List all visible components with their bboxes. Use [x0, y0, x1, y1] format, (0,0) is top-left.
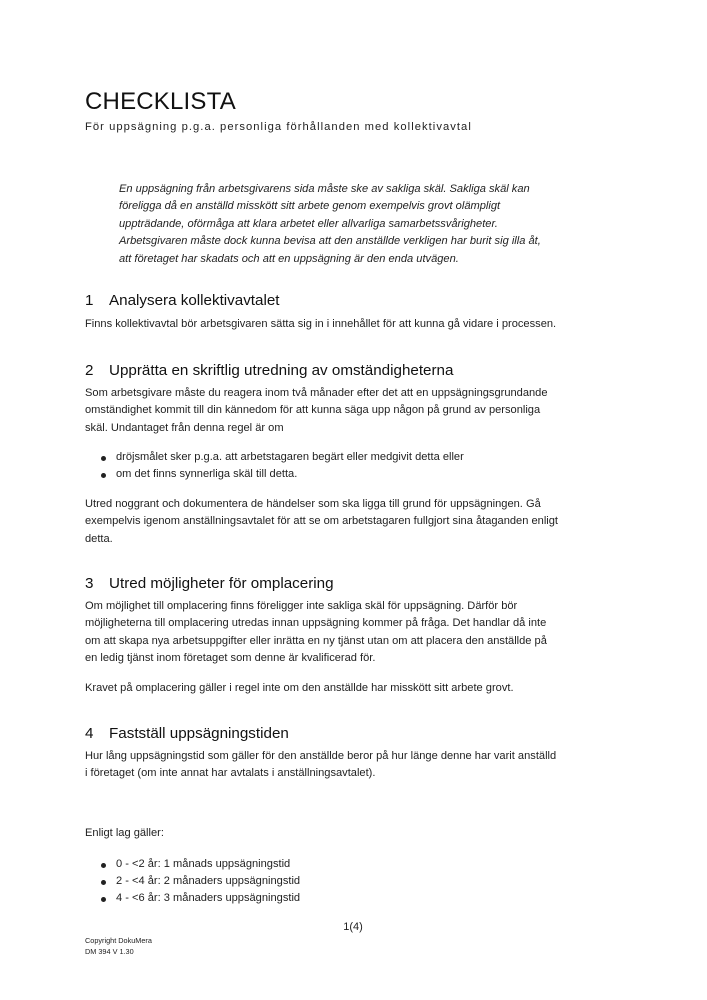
list-item-text: 4 - <6 år: 3 månaders uppsägningstid: [116, 892, 301, 904]
section-2-body-2: [85, 496, 630, 548]
bullet-icon: [101, 897, 106, 902]
section-heading-text: Upprätta en skriftlig utredning av omständigheterna: [109, 362, 454, 379]
body-line: detta.: [85, 532, 113, 545]
section-4-body-2: [85, 825, 630, 842]
body-line: Som arbetsgivare måste du reagera inom två månader efter det att en uppsägningsgrundande: [85, 387, 548, 399]
body-line: möjligheterna till omplacering utredas innan uppsägning kommer på fråga. Det handlar då inte: [85, 617, 547, 630]
intro-line: uppträdande, oförmåga att klara arbetet eller allvarliga samarbetssvårigheter.: [119, 217, 498, 230]
document-subtitle: För uppsägning p.g.a. personliga förhållanden med kollektivavtal: [85, 121, 472, 133]
body-line: Hur lång uppsägningstid som gäller för den anställde beror på hur länge denne har varit anställd: [85, 750, 557, 762]
bullet-icon: [101, 473, 106, 478]
section-3-heading: [85, 575, 334, 592]
section-4-bullets: [101, 856, 621, 907]
list-item: [101, 449, 621, 466]
document-title: CHECKLISTA: [85, 88, 236, 115]
bullet-icon: [101, 456, 106, 461]
intro-line: En uppsägning från arbetsgivarens sida måste ske av sakliga skäl. Sakliga skäl kan: [119, 183, 530, 195]
section-2-body: [85, 385, 630, 437]
intro-text: [119, 181, 609, 268]
list-item: [101, 466, 621, 483]
intro-line: att företaget har skadats och att en uppsägning är den enda utvägen.: [119, 252, 459, 265]
body-line: omständighet kommit till din kännedom för att kunna säga upp någon på grund av personliga: [85, 404, 541, 417]
body-line: Finns kollektivavtal bör arbetsgivaren sätta sig in i innehållet för att kunna gå vidare i processen.: [85, 318, 557, 330]
footer-doc-id: DM 394 V 1.30: [85, 946, 134, 956]
body-line: en ledig tjänst inom företaget som denne är kvalificerad för.: [85, 651, 376, 664]
section-4-body: [85, 748, 630, 783]
page-footer: [85, 936, 152, 957]
body-line: skäl. Undantaget från denna regel är om: [85, 421, 284, 434]
section-1-body: [85, 316, 630, 333]
section-number: 4: [85, 725, 94, 742]
section-1-heading: [85, 292, 280, 309]
section-2-bullets: [101, 449, 621, 483]
list-item: [101, 856, 621, 873]
list-item-text: om det finns synnerliga skäl till detta.: [116, 468, 298, 480]
intro-line: Arbetsgivaren måste dock kunna bevisa att den anställde verkligen har burit sig illa åt,: [119, 235, 541, 248]
page-number: 1(4): [343, 921, 363, 933]
list-item: [101, 890, 621, 907]
section-2-heading: [85, 362, 453, 379]
body-line: exempelvis igenom anställningsavtalet för att se om arbetstagaren fullgjort sina åtaganden enligt: [85, 515, 558, 528]
section-number: 1: [85, 292, 94, 309]
section-3-body-2: [85, 680, 630, 697]
list-item-text: 2 - <4 år: 2 månaders uppsägningstid: [116, 875, 301, 887]
list-item-text: 0 - <2 år: 1 månads uppsägningstid: [116, 858, 291, 870]
bullet-icon: [101, 880, 106, 885]
body-line: Utred noggrant och dokumentera de händelser som ska ligga till grund för uppsägningen. Gå: [85, 498, 541, 510]
body-line: Om möjlighet till omplacering finns föreligger inte sakliga skäl för uppsägning. Därför bör: [85, 600, 518, 612]
list-item-text: dröjsmålet sker p.g.a. att arbetstagaren begärt eller medgivit detta eller: [116, 451, 464, 463]
body-line: om att skapa nya arbetsuppgifter eller inrätta en ny tjänst utan om att placera den anställde på: [85, 634, 547, 647]
section-heading-text: Fastställ uppsägningstiden: [109, 725, 289, 742]
body-line: Kravet på omplacering gäller i regel inte om den anställde har misskött sitt arbete grovt.: [85, 682, 514, 694]
footer-copyright: Copyright DokuMera: [85, 936, 152, 945]
intro-line: föreligga då en anställd misskött sitt arbete genom exempelvis grovt olämpligt: [119, 200, 501, 213]
section-heading-text: Analysera kollektivavtalet: [109, 292, 280, 309]
section-number: 2: [85, 362, 94, 379]
body-line: i företaget (om inte annat har avtalats i anställningsavtalet).: [85, 767, 376, 780]
section-heading-text: Utred möjligheter för omplacering: [109, 575, 334, 592]
section-number: 3: [85, 575, 94, 592]
section-3-body: [85, 598, 630, 667]
section-4-heading: [85, 725, 289, 742]
bullet-icon: [101, 863, 106, 868]
list-item: [101, 873, 621, 890]
body-line: Enligt lag gäller:: [85, 827, 164, 839]
